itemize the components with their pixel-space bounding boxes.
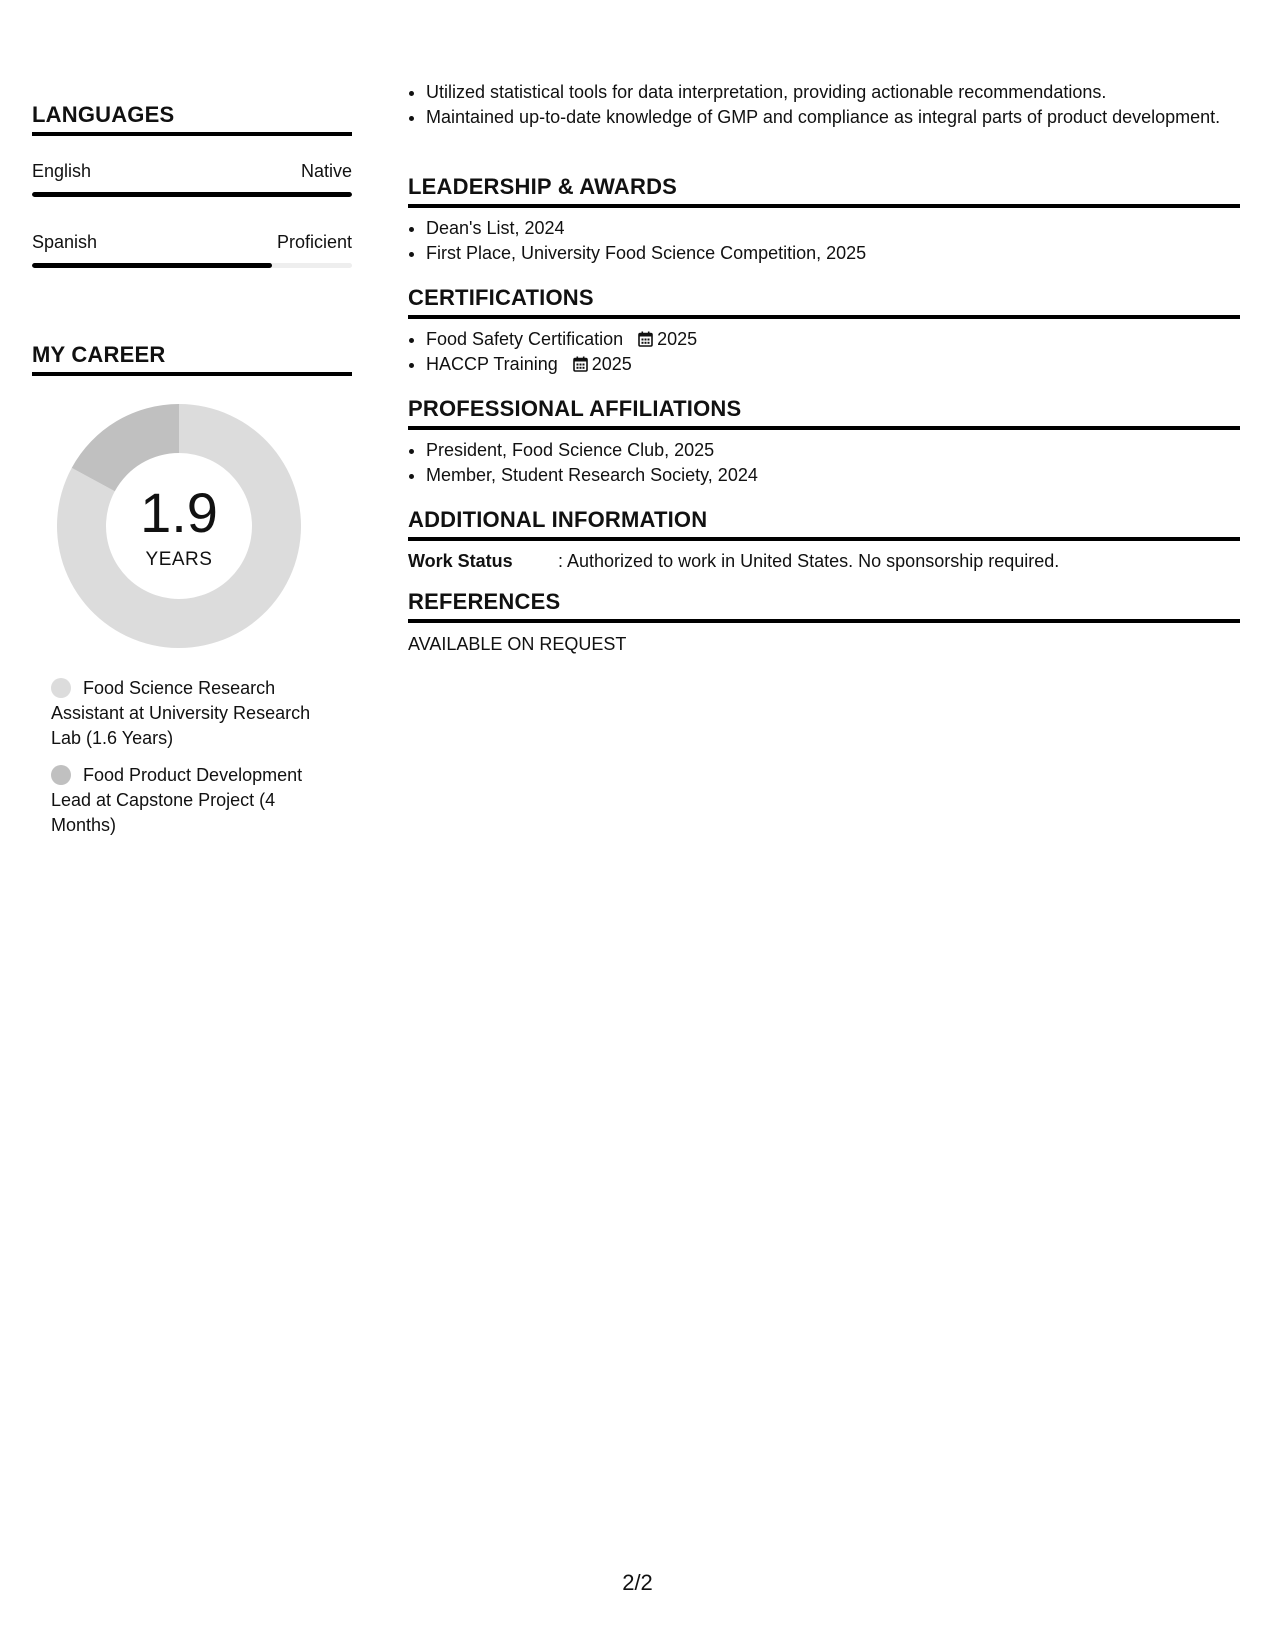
language-name: English <box>32 161 92 181</box>
career-total-unit: YEARS <box>145 549 213 570</box>
leadership-item: • Dean's List, 2024 <box>426 216 1240 241</box>
page-number: 2/2 <box>622 1570 653 1595</box>
references-section <box>408 589 1240 656</box>
certification-item <box>426 352 1240 377</box>
leadership-section <box>408 174 1240 266</box>
certification-name: HACCP Training <box>426 354 558 374</box>
language-proficiency-bar <box>32 192 352 197</box>
legend-dot <box>51 765 71 785</box>
certifications-heading: CERTIFICATIONS <box>408 285 1240 319</box>
career-section <box>32 342 352 838</box>
language-proficiency-bar <box>32 263 352 268</box>
work-status-label: Work Status <box>408 551 513 571</box>
language-proficiency-fill <box>32 192 352 197</box>
languages-heading: LANGUAGES <box>32 102 352 136</box>
certifications-section <box>408 285 1240 377</box>
career-legend-item <box>51 763 331 838</box>
experience-bullet: • Maintained up-to-date knowledge of GMP and compliance as integral parts of product development. <box>426 105 1240 130</box>
language-item <box>32 160 352 197</box>
career-total-value: 1.9 <box>140 481 218 544</box>
career-legend-item <box>51 676 331 751</box>
career-legend-label: Food Science Research Assistant at University Research Lab (1.6 Years) <box>51 678 311 748</box>
additional-info-heading: ADDITIONAL INFORMATION <box>408 507 1240 541</box>
work-status-row <box>408 549 1240 573</box>
calendar-icon <box>573 356 588 372</box>
additional-info-section <box>408 507 1240 573</box>
career-donut-chart <box>57 404 301 648</box>
experience-continued <box>408 80 1240 130</box>
certification-item <box>426 327 1240 352</box>
affiliations-heading: PROFESSIONAL AFFILIATIONS <box>408 396 1240 430</box>
language-proficiency-fill <box>32 263 272 268</box>
language-level: Proficient <box>276 232 352 252</box>
legend-dot <box>51 678 71 698</box>
experience-bullet: • Utilized statistical tools for data interpretation, providing actionable recommendations. <box>426 80 1240 105</box>
affiliation-item: • Member, Student Research Society, 2024 <box>426 463 1240 488</box>
language-level: Native <box>300 161 352 181</box>
work-status-value: : Authorized to work in United States. No sponsorship required. <box>558 551 1060 571</box>
leadership-heading: LEADERSHIP & AWARDS <box>408 174 1240 208</box>
career-legend-label: Food Product Development Lead at Capstone Project (4 Months) <box>51 765 303 835</box>
certification-year: 2025 <box>657 329 698 349</box>
references-text: AVAILABLE ON REQUEST <box>408 634 627 654</box>
calendar-icon <box>638 331 653 347</box>
language-item <box>32 231 352 268</box>
language-name: Spanish <box>32 232 98 252</box>
leadership-item: • First Place, University Food Science Competition, 2025 <box>426 241 1240 266</box>
certification-year: 2025 <box>591 354 632 374</box>
affiliations-section <box>408 396 1240 488</box>
career-donut-svg <box>57 404 301 648</box>
references-heading: REFERENCES <box>408 589 1240 623</box>
affiliation-item: • President, Food Science Club, 2025 <box>426 438 1240 463</box>
career-heading: MY CAREER <box>32 342 352 376</box>
certification-name: Food Safety Certification <box>426 329 624 349</box>
languages-section <box>32 102 352 268</box>
